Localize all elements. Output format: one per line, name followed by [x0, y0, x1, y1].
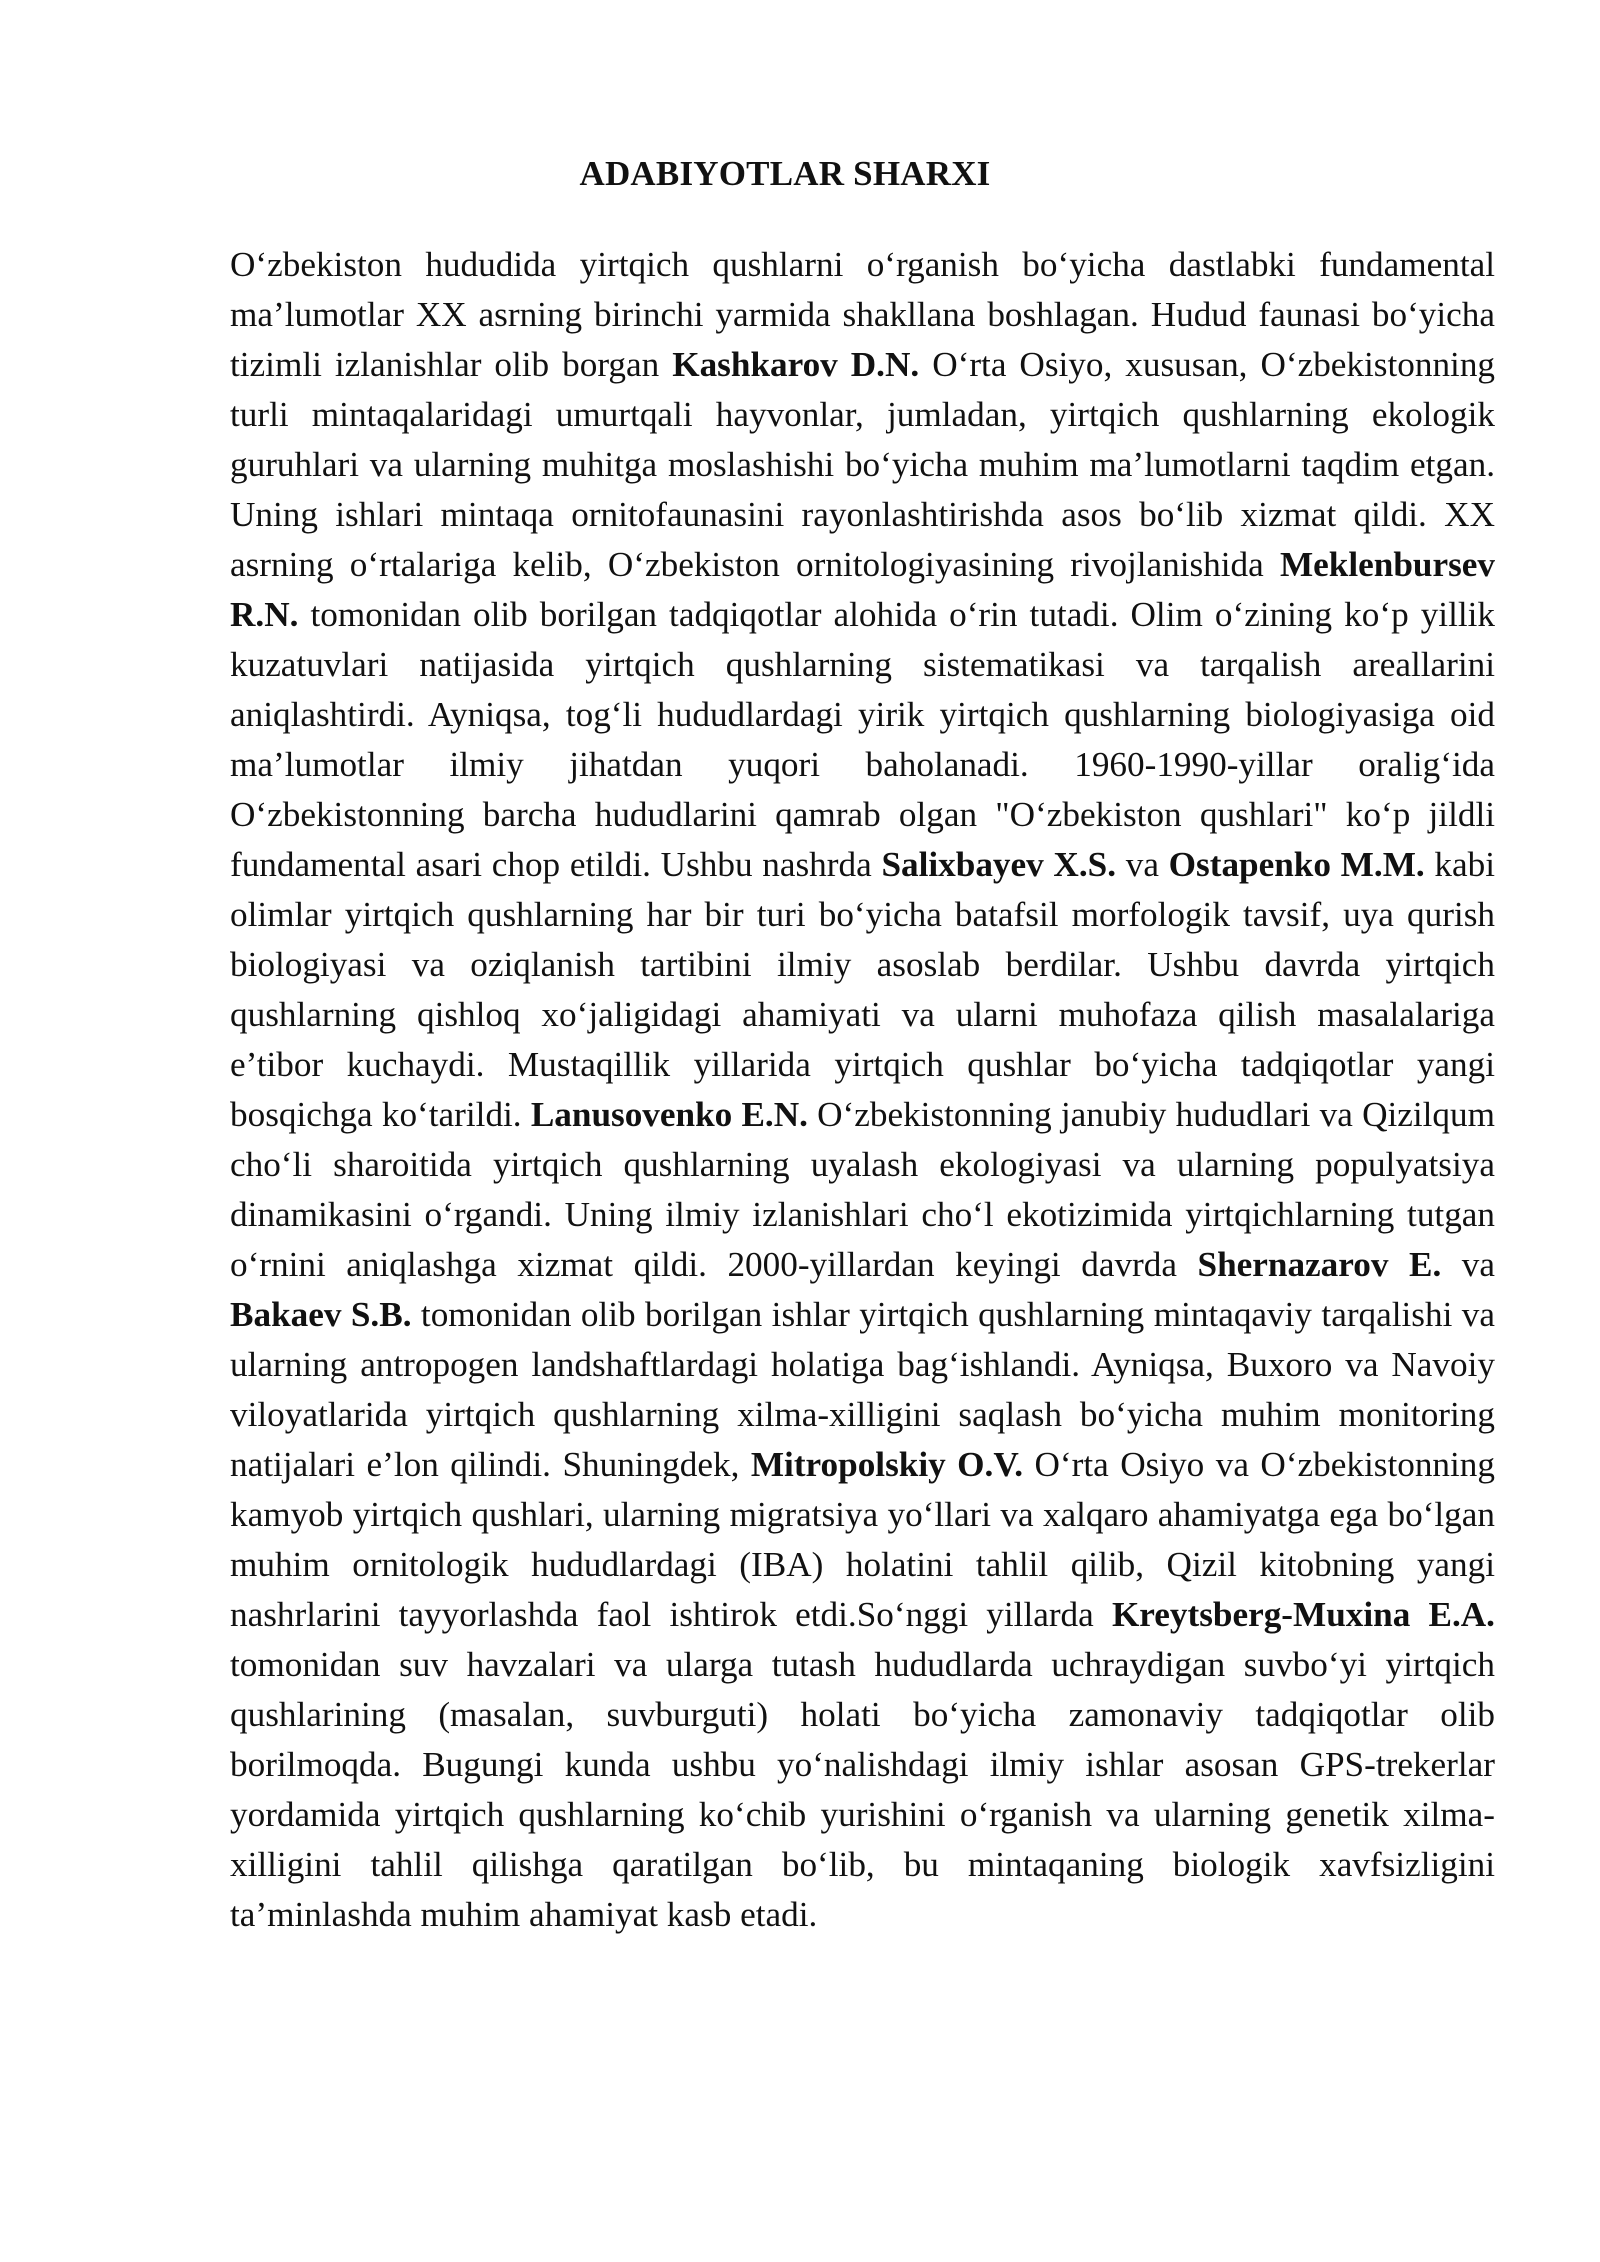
author-name: Lanusovenko E.N.	[530, 1095, 808, 1134]
author-name: Salixbayev X.S.	[881, 845, 1117, 884]
author-name: Ostapenko M.M.	[1168, 845, 1425, 884]
paragraph-text: O‘zbekistonning janubiy hududlari va Qizilqum cho‘li sharoitida yirtqich qushlarning uyalash ekologiyasi va ularning populyatsiya dinamikasini o‘rgandi. Uning ilmiy izlanishlari cho‘l ekotizimida yirtqichlarning tutgan o‘rnini aniqlashga xizmat qildi. 2000-yillardan keyingi davrda	[230, 1095, 1495, 1284]
paragraph-text: va	[1116, 845, 1169, 884]
paragraph-text: O‘rta Osiyo, xususan, O‘zbekistonning turli mintaqalaridagi umurtqali hayvonlar, jumladan, yirtqich qushlarning ekologik guruhlari va ularning muhitga moslashishi bo‘yicha muhim ma’lumotlarni taqdim etgan. Uning ishlari mintaqa ornitofaunasini rayonlashtirishda asos bo‘lib xizmat qildi. XX asrning o‘rtalariga kelib, O‘zbekiston ornitologiyasining rivojlanishida	[230, 345, 1496, 584]
paragraph-text: O‘zbekiston hududida yirtqich qushlarni o‘rganish bo‘yicha dastlabki fundamental ma’lumotlar XX asrning birinchi yarmida shakllana boshlagan. Hudud faunasi bo‘yicha tizimli izlanishlar olib borgan	[230, 245, 1495, 384]
paragraph-text: va	[1441, 1245, 1495, 1284]
author-name: Meklenbursev R.N.	[230, 545, 1495, 634]
author-name: Bakaev S.B.	[230, 1295, 412, 1334]
author-name: Mitropolskiy O.V.	[750, 1445, 1024, 1484]
paragraph-text: tomonidan olib borilgan tadqiqotlar alohida o‘rin tutadi. Olim o‘zining ko‘p yillik kuzatuvlari natijasida yirtqich qushlarning sistematikasi va tarqalish areallarini aniqlashtirdi. Ayniqsa, tog‘li hududlardagi yirik yirtqich qushlarning biologiyasiga oid ma’lumotlar ilmiy jihatdan yuqori baholanadi. 1960-1990-yillar oralig‘ida O‘zbekistonning barcha hududlarini qamrab olgan "O‘zbekiston qushlari" ko‘p jildli fundamental asari chop etildi. Ushbu nashrda	[230, 595, 1495, 884]
literature-review-paragraph	[230, 240, 1495, 1940]
paragraph-text: tomonidan olib borilgan ishlar yirtqich qushlarning mintaqaviy tarqalishi va ularning antropogen landshaftlardagi holatiga bag‘ishlandi. Ayniqsa, Buxoro va Navoiy viloyatlarida yirtqich qushlarning xilma-xilligini saqlash bo‘yicha muhim monitoring natijalari e’lon qilindi. Shuningdek,	[230, 1295, 1495, 1484]
paragraph-text: O‘rta Osiyo va O‘zbekistonning kamyob yirtqich qushlari, ularning migratsiya yo‘llari va xalqaro ahamiyatga ega bo‘lgan muhim ornitologik hududlardagi (IBA) holatini tahlil qilib, Qizil kitobning yangi nashrlarini tayyorlashda faol ishtirok etdi.So‘nggi yillarda	[230, 1445, 1495, 1634]
page-title: ADABIYOTLAR SHARXI	[579, 154, 991, 193]
author-name: Kashkarov D.N.	[672, 345, 920, 384]
paragraph-text: kabi olimlar yirtqich qushlarning har bir turi bo‘yicha batafsil morfologik tavsif, uya qurish biologiyasi va oziqlanish tartibini ilmiy asoslab berdilar. Ushbu davrda yirtqich qushlarning qishloq xo‘jaligidagi ahamiyati va ularni muhofaza qilish masalalariga e’tibor kuchaydi. Mustaqillik yillarida yirtqich qushlar bo‘yicha tadqiqotlar yangi bosqichga ko‘tarildi.	[230, 845, 1496, 1134]
author-name: Kreytsberg-Muxina E.A.	[1111, 1595, 1495, 1634]
author-name: Shernazarov E.	[1197, 1245, 1442, 1284]
paragraph-text: tomonidan suv havzalari va ularga tutash hududlarda uchraydigan suvbo‘yi yirtqich qushlarining (masalan, suvburguti) holati bo‘yicha zamonaviy tadqiqotlar olib borilmoqda. Bugungi kunda ushbu yo‘nalishdagi ilmiy ishlar asosan GPS-trekerlar yordamida yirtqich qushlarning ko‘chib yurishini o‘rganish va ularning genetik xilma-xilligini tahlil qilishga qaratilgan bo‘lib, bu mintaqaning biologik xavfsizligini ta’minlashda muhim ahamiyat kasb etadi.	[230, 1645, 1495, 1934]
